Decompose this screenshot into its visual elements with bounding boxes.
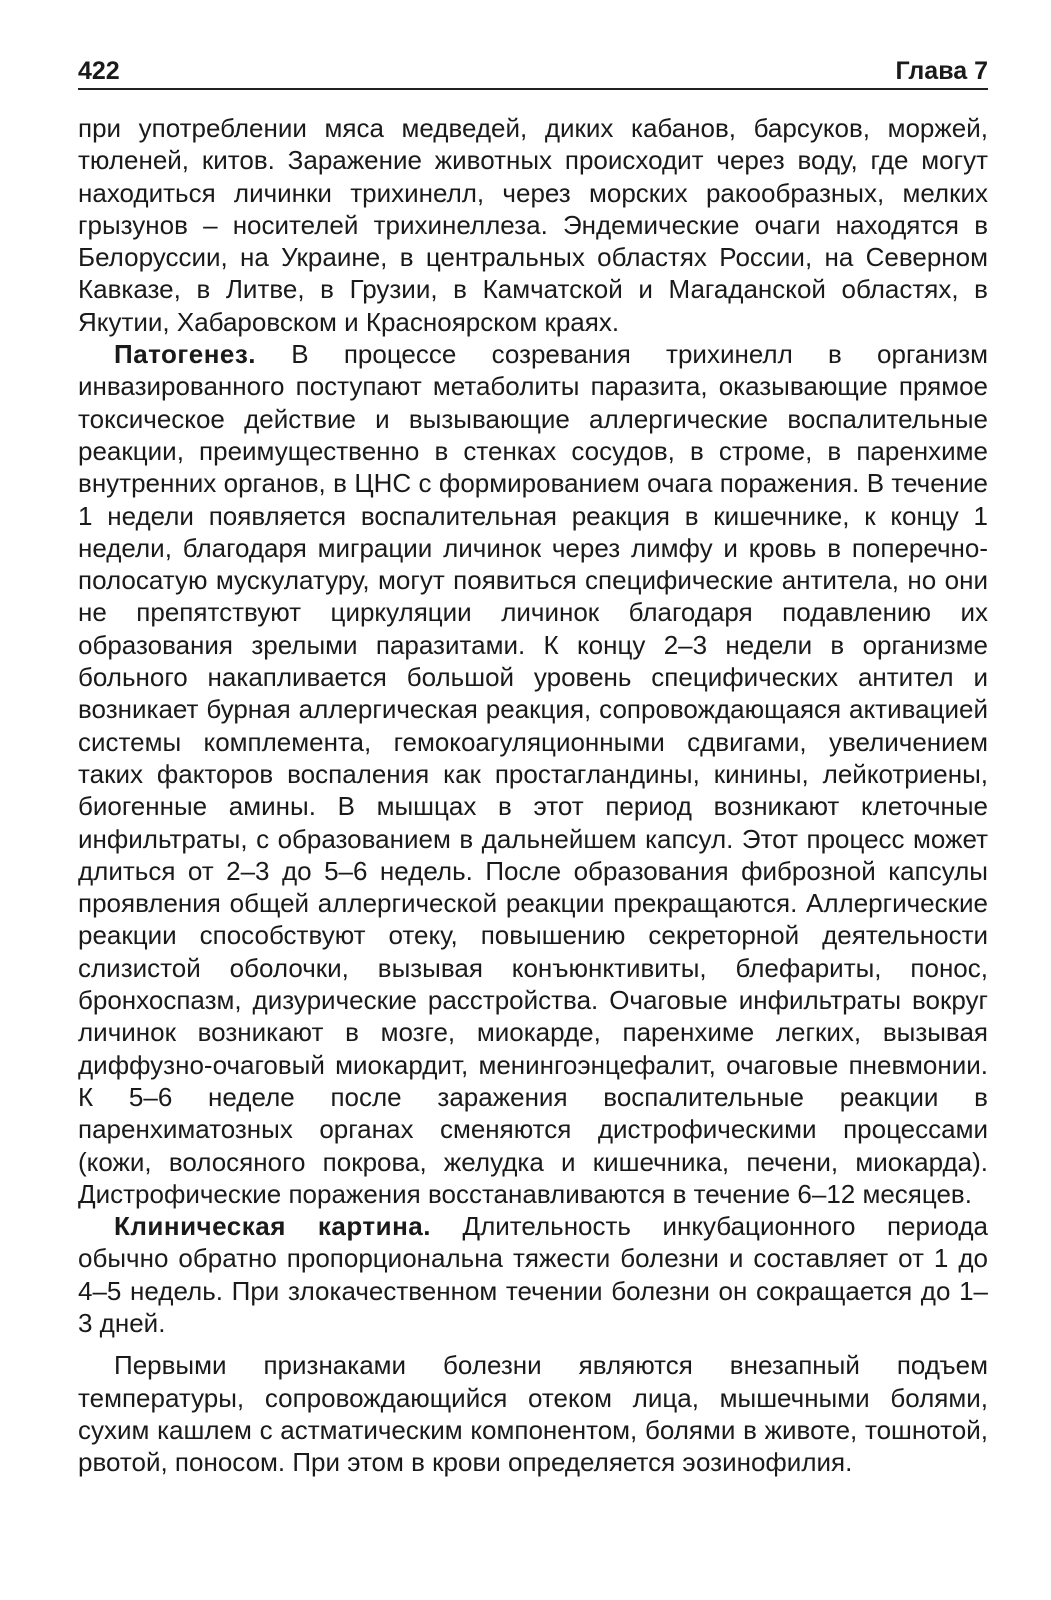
paragraph-text: Первыми признаками болезни являются внезапный подъем температуры, сопровождающийся отеком лица, мышечными болями, сухим кашлем с астматическим компонентом, болями в животе, тошнотой, рвотой, поносом. При этом в крови определяется эозинофилия. [78, 1350, 988, 1478]
paragraph-pathogenesis [78, 338, 988, 1210]
paragraph-clinical-picture [78, 1210, 988, 1339]
paragraph-first-signs [78, 1349, 988, 1478]
page-number: 422 [78, 57, 120, 85]
paragraph-text: Длительность инкубационного периода обычно обратно пропорциональна тяжести болезни и составляет от 1 до 4–5 недель. При злокачественном течении болезни он сокращается до 1–3 дней. [78, 1211, 988, 1338]
chapter-title: Глава 7 [895, 57, 988, 85]
paragraph-text: В процессе созревания трихинелл в организм инвазированного поступают метаболиты паразита, оказывающие прямое токсическое действие и вызывающие аллергические воспалительные реакции, преимущественно в стенках сосудов, в строме, в паренхиме внутренних органов, в ЦНС с формированием очага поражения. В течение 1 недели появляется воспалительная реакция в кишечнике, к концу 1 недели, благодаря миграции личинок через лимфу и кровь в поперечно-полосатую мускулатуру, могут появиться специфические антитела, но они не препятствуют циркуляции личинок благодаря подавлению их образования зрелыми паразитами. К концу 2–3 недели в организме больного накапливается большой уровень специфических антител и возникает бурная аллергическая реакция, сопровождающаяся активацией системы комплемента, гемокоагуляционными сдвигами, увеличением таких факторов воспаления как простагландины, кинины, лейкотриены, биогенные амины. В мышцах в этот период возникают клеточные инфильтраты, с образованием в дальнейшем капсул. Этот процесс может длиться от 2–3 до 5–6 недель. После образования фиброзной капсулы проявления общей аллергической реакции прекращаются. Аллергические реакции способствуют отеку, повышению секреторной деятельности слизистой оболочки, вызывая конъюнктивиты, блефариты, понос, бронхоспазм, дизурические расстройства. Очаговые инфильтраты вокруг личинок возникают в мозге, миокарде, паренхиме легких, вызывая диффузно-очаговый миокардит, менингоэнцефалит, очаговые пневмонии. К 5–6 неделе после заражения воспалительные реакции в паренхиматозных органах сменяются дистрофическими процессами (кожи, волосяного покрова, желудка и кишечника, печени, миокарда). Дистрофические поражения восстанавливаются в течение 6–12 месяцев. [78, 339, 988, 1209]
book-page [78, 56, 988, 1478]
paragraph-epidemiology-continued [78, 112, 988, 338]
section-heading-pathogenesis: Патогенез. [114, 339, 257, 370]
section-heading-clinical-picture: Клиническая картина. [114, 1211, 431, 1242]
running-header [78, 56, 988, 90]
body-text [78, 112, 988, 1478]
paragraph-text: при употреблении мяса медведей, диких кабанов, барсуков, моржей, тюленей, китов. Заражение животных происходит через воду, где могут находиться личинки трихинелл, через морских ракообразных, мелких грызунов – носителей трихинеллеза. Эндемические очаги находятся в Белоруссии, на Украине, в центральных областях России, на Северном Кавказе, в Литве, в Грузии, в Камчатской и Магаданской областях, в Якутии, Хабаровском и Красноярском краях. [78, 113, 988, 337]
